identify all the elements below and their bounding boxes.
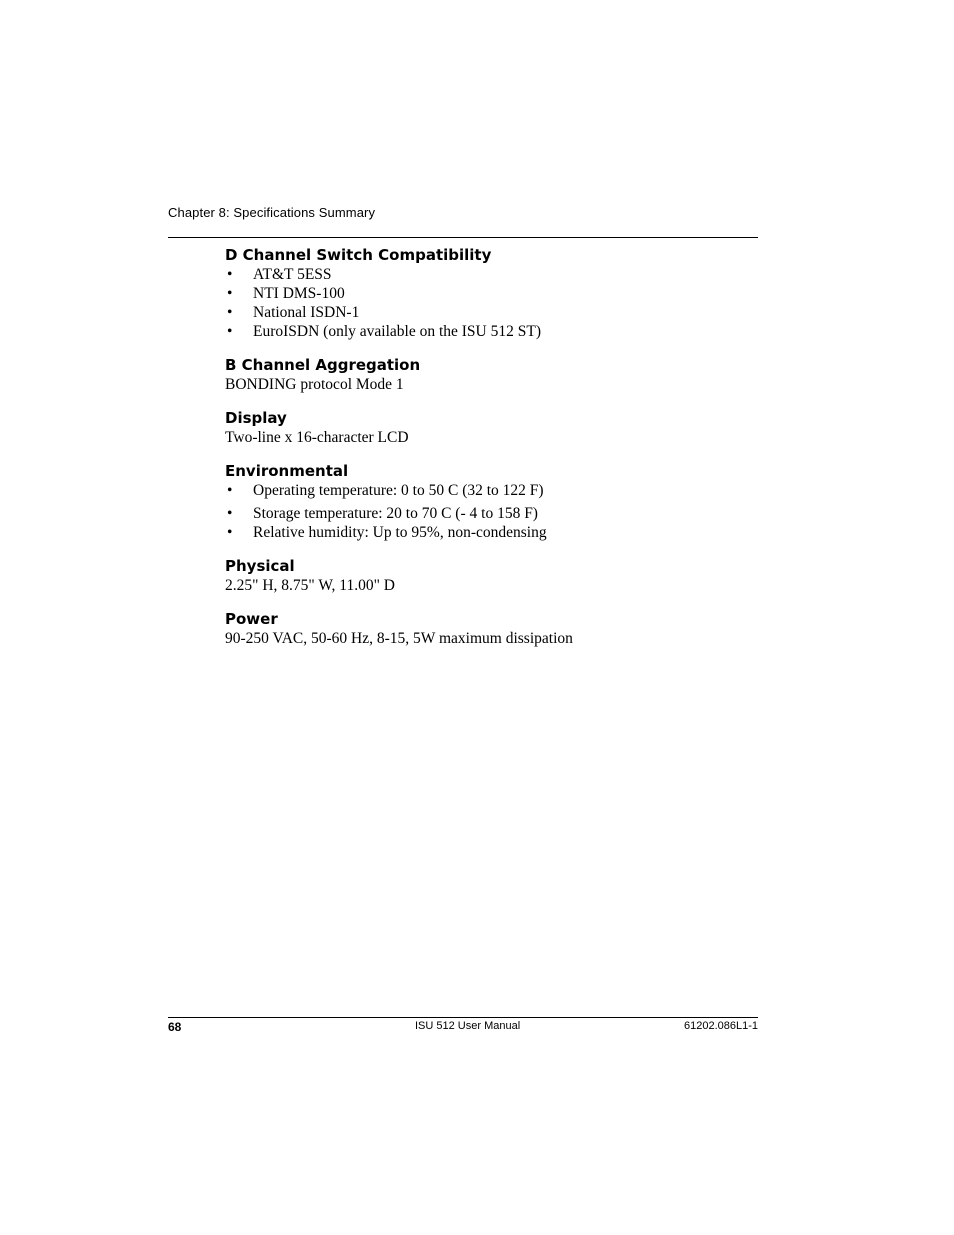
bullet-list: [225, 481, 745, 542]
manual-title: ISU 512 User Manual: [415, 1020, 521, 1032]
list-item: • EuroISDN (only available on the ISU 512 ST): [225, 322, 745, 341]
section-heading: Display: [225, 409, 287, 427]
section-text: BONDING protocol Mode 1: [225, 376, 404, 393]
list-item: • NTI DMS-100: [225, 284, 745, 303]
list-item: • Operating temperature: 0 to 50 C (32 to 122 F): [225, 481, 745, 500]
list-item: • Storage temperature: 20 to 70 C (- 4 to 158 F): [225, 504, 745, 523]
chapter-running-head: Chapter 8: Specifications Summary: [168, 205, 376, 220]
list-item: • National ISDN-1: [225, 303, 745, 322]
section-display: [225, 409, 745, 447]
section-text: 90-250 VAC, 50-60 Hz, 8-15, 5W maximum dissipation: [225, 630, 573, 647]
footer-rule: [168, 1017, 758, 1018]
section-text: Two-line x 16-character LCD: [225, 429, 409, 446]
list-item: • AT&T 5ESS: [225, 265, 745, 284]
section-heading: B Channel Aggregation: [225, 356, 421, 374]
specifications-content: [225, 246, 745, 663]
section-physical: [225, 557, 745, 595]
section-heading: Power: [225, 610, 278, 628]
list-item: • Relative humidity: Up to 95%, non-condensing: [225, 523, 745, 542]
section-heading: Environmental: [225, 462, 349, 480]
header-rule: [168, 237, 758, 238]
section-environmental: [225, 462, 745, 542]
section-b-channel: [225, 356, 745, 394]
section-power: [225, 610, 745, 648]
section-heading: Physical: [225, 557, 295, 575]
section-text: 2.25" H, 8.75" W, 11.00" D: [225, 577, 395, 594]
document-number: 61202.086L1-1: [683, 1020, 758, 1032]
section-d-channel: [225, 246, 745, 341]
bullet-list: [225, 265, 745, 341]
section-heading: D Channel Switch Compatibility: [225, 246, 492, 264]
page-number: 68: [168, 1020, 182, 1034]
